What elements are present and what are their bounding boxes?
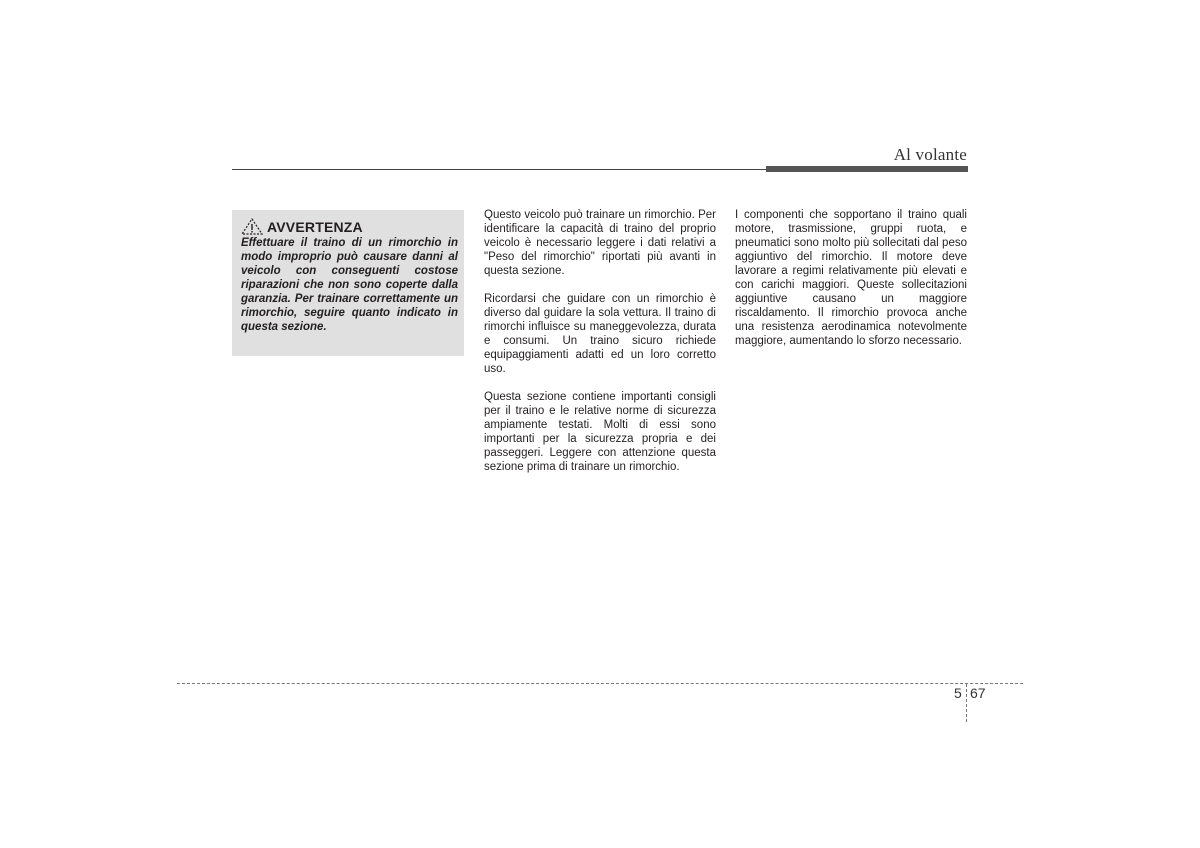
text-column-right xyxy=(735,208,967,362)
warning-title: AVVERTENZA xyxy=(267,218,363,235)
page-number: 67 xyxy=(970,685,986,701)
warning-box xyxy=(232,210,464,356)
footer-rule xyxy=(177,683,1023,684)
warning-text: Effettuare il traino di un rimorchio in modo improprio può causare danni al veicolo con conseguenti costose riparazioni che non sono coperte dalla garanzia. Per trainare correttamente un rimorchio, seguire quanto indicato in questa sezione. xyxy=(241,237,458,333)
paragraph: I componenti che sopportano il traino quali motore, trasmissione, gruppi ruota, e pneumatici sono molto più sollecitati dal peso aggiuntivo del rimorchio. Il motore deve lavorare a regimi relativamente più elevati e con carichi maggiori. Queste sollecitazioni aggiuntive causano un maggiore riscaldamento. Il rimorchio provoca anche una resistenza aerodinamica notevolmente maggiore, aumentando lo sforzo necessario. xyxy=(735,209,967,347)
paragraph: Ricordarsi che guidare con un rimorchio è diverso dal guidare la sola vettura. Il traino di rimorchi influisce su maneggevolezza, durata e consumi. Un traino sicuro richiede equipaggiamenti adatti ed un loro corretto uso. xyxy=(484,293,716,375)
text-column-middle xyxy=(484,208,716,488)
warning-header xyxy=(241,218,458,235)
warning-triangle-icon xyxy=(241,218,263,235)
page-header-title: Al volante xyxy=(893,145,967,164)
paragraph: Questo veicolo può trainare un rimorchio. Per identificare la capacità di traino del proprio veicolo è necessario leggere i dati relativi a "Peso del rimorchio" riportati più avanti in questa sezione. xyxy=(484,209,716,277)
paragraph: Questa sezione contiene importanti consigli per il traino e le relative norme di sicurezza ampiamente testati. Molti di essi sono importanti per la sicurezza propria e dei passeggeri. Leggere con attenzione questa sezione prima di trainare un rimorchio. xyxy=(484,391,716,473)
header-accent-bar xyxy=(766,166,968,172)
section-number: 5 xyxy=(954,685,962,701)
footer-divider xyxy=(966,684,967,722)
